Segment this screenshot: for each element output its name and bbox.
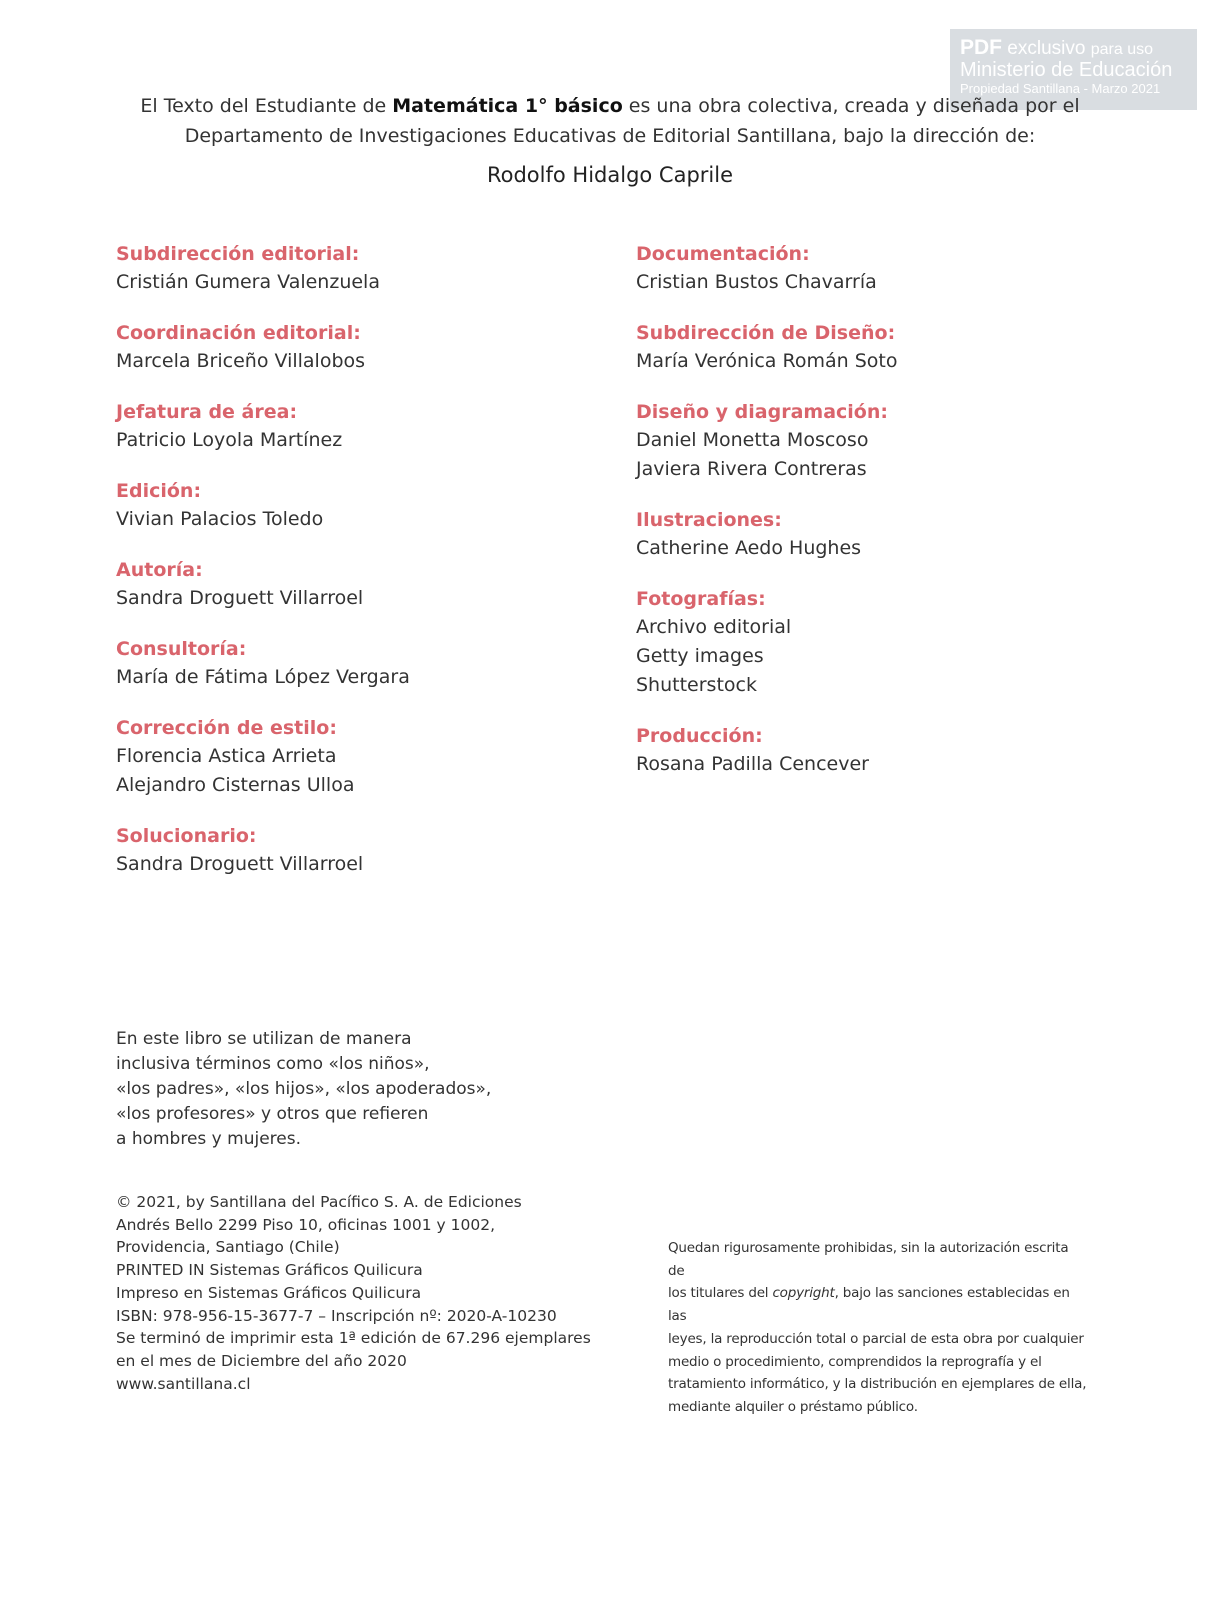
credit-person: Sandra Droguett Villarroel bbox=[116, 853, 364, 875]
imprint-line: en el mes de Diciembre del año 2020 bbox=[116, 1351, 407, 1370]
credit-person: Alejandro Cisternas Ulloa bbox=[116, 774, 355, 796]
note-line: «los profesores» y otros que refieren bbox=[116, 1104, 429, 1124]
credit-role: Edición: bbox=[116, 480, 202, 502]
legal-line: Quedan rigurosamente prohibidas, sin la autorización escrita de bbox=[668, 1240, 1069, 1279]
legal-line: mediante alquiler o préstamo público. bbox=[668, 1398, 918, 1415]
credit-role: Subdirección editorial: bbox=[116, 243, 360, 265]
credit-entry bbox=[116, 240, 616, 297]
imprint-line: Impreso en Sistemas Gráficos Quilicura bbox=[116, 1283, 422, 1302]
note-line: a hombres y mujeres. bbox=[116, 1129, 301, 1149]
note-line: inclusiva términos como «los niños», bbox=[116, 1054, 430, 1074]
watermark-pdf: PDF bbox=[960, 36, 1002, 59]
legal-line bbox=[668, 1282, 1088, 1327]
credit-role: Producción: bbox=[636, 725, 763, 747]
imprint-line: Providencia, Santiago (Chile) bbox=[116, 1238, 340, 1257]
copyright-word: copyright bbox=[772, 1285, 835, 1302]
credit-role: Consultoría: bbox=[116, 638, 247, 660]
credit-person: Archivo editorial bbox=[636, 616, 792, 638]
watermark-exclusivo: exclusivo bbox=[1007, 38, 1086, 59]
intro-text: El Texto del Estudiante de bbox=[140, 95, 393, 117]
credit-person: Catherine Aedo Hughes bbox=[636, 537, 862, 559]
credit-entry bbox=[116, 477, 616, 534]
credit-role: Subdirección de Diseño: bbox=[636, 322, 896, 344]
credit-role: Jefatura de área: bbox=[116, 401, 298, 423]
credit-person: María de Fátima López Vergara bbox=[116, 666, 410, 688]
watermark-propiedad: Propiedad Santillana - Marzo 2021 bbox=[960, 81, 1161, 96]
inclusive-language-note bbox=[116, 1027, 516, 1152]
watermark-ministerio: Ministerio de Educación bbox=[960, 59, 1173, 81]
legal-line: medio o procedimiento, comprendidos la reprografía y el bbox=[668, 1353, 1042, 1370]
credit-person: Cristián Gumera Valenzuela bbox=[116, 271, 380, 293]
credit-person: Cristian Bustos Chavarría bbox=[636, 271, 877, 293]
credit-person: Vivian Palacios Toledo bbox=[116, 508, 324, 530]
imprint-line: PRINTED IN Sistemas Gráficos Quilicura bbox=[116, 1261, 423, 1280]
imprint-line: © 2021, by Santillana del Pacífico S. A. de Ediciones bbox=[116, 1193, 522, 1211]
credits-left-column bbox=[116, 240, 616, 901]
credit-role: Ilustraciones: bbox=[636, 509, 782, 531]
credit-role: Autoría: bbox=[116, 559, 203, 581]
credit-person: Rosana Padilla Cencever bbox=[636, 753, 869, 775]
credit-role: Solucionario: bbox=[116, 825, 257, 847]
legal-text: , bajo las sanciones establecidas en las bbox=[668, 1285, 1070, 1325]
legal-text: los titulares del bbox=[668, 1285, 773, 1302]
credit-person: Patricio Loyola Martínez bbox=[116, 429, 343, 451]
credit-entry bbox=[116, 635, 616, 692]
intro-line-2: Departamento de Investigaciones Educativas de Editorial Santillana, bajo la dirección de: bbox=[184, 125, 1036, 147]
watermark-line-1 bbox=[960, 37, 1197, 58]
credit-role: Corrección de estilo: bbox=[116, 717, 337, 739]
intro-paragraph bbox=[110, 91, 1110, 151]
credit-entry bbox=[636, 398, 1136, 484]
credit-entry bbox=[116, 319, 616, 376]
credit-person: María Verónica Román Soto bbox=[636, 350, 898, 372]
watermark-para-uso: para uso bbox=[1090, 41, 1153, 58]
director-name: Rodolfo Hidalgo Caprile bbox=[486, 163, 734, 187]
credit-entry bbox=[636, 506, 1136, 563]
credit-person: Florencia Astica Arrieta bbox=[116, 745, 337, 767]
credit-person: Marcela Briceño Villalobos bbox=[116, 350, 366, 372]
credit-entry bbox=[116, 398, 616, 455]
legal-line: tratamiento informático, y la distribución en ejemplares de ella, bbox=[668, 1376, 1087, 1393]
credit-role: Fotografías: bbox=[636, 588, 766, 610]
credit-entry bbox=[636, 319, 1136, 376]
credit-entry bbox=[116, 714, 616, 800]
imprint-line: Andrés Bello 2299 Piso 10, oficinas 1001 y 1002, bbox=[116, 1215, 496, 1234]
note-line: «los padres», «los hijos», «los apoderados», bbox=[116, 1079, 492, 1099]
legal-line: leyes, la reproducción total o parcial de esta obra por cualquier bbox=[668, 1330, 1084, 1347]
note-line: En este libro se utilizan de manera bbox=[116, 1029, 412, 1049]
book-title: Matemática 1° básico bbox=[392, 95, 623, 117]
imprint-block bbox=[116, 1191, 596, 1395]
intro-line-1 bbox=[110, 91, 1110, 121]
credit-entry bbox=[636, 240, 1136, 297]
intro-text: es una obra colectiva, creada y diseñada por el bbox=[622, 95, 1080, 117]
imprint-line: Se terminó de imprimir esta 1ª edición de 67.296 ejemplares bbox=[116, 1329, 591, 1348]
credit-person: Daniel Monetta Moscoso bbox=[636, 429, 869, 451]
legal-notice bbox=[668, 1237, 1088, 1419]
credit-role: Coordinación editorial: bbox=[116, 322, 361, 344]
credit-entry bbox=[116, 556, 616, 613]
credits-right-column bbox=[636, 240, 1136, 801]
imprint-line: www.santillana.cl bbox=[116, 1374, 251, 1393]
credit-entry bbox=[116, 822, 616, 879]
credit-person: Sandra Droguett Villarroel bbox=[116, 587, 364, 609]
imprint-line: ISBN: 978-956-15-3677-7 – Inscripción nº: 2020-A-10230 bbox=[116, 1306, 557, 1325]
credit-entry bbox=[636, 585, 1136, 700]
credit-person: Shutterstock bbox=[636, 674, 757, 696]
credit-person: Javiera Rivera Contreras bbox=[636, 458, 867, 480]
credit-entry bbox=[636, 722, 1136, 779]
credit-role: Documentación: bbox=[636, 243, 810, 265]
credit-role: Diseño y diagramación: bbox=[636, 401, 888, 423]
credit-person: Getty images bbox=[636, 645, 764, 667]
